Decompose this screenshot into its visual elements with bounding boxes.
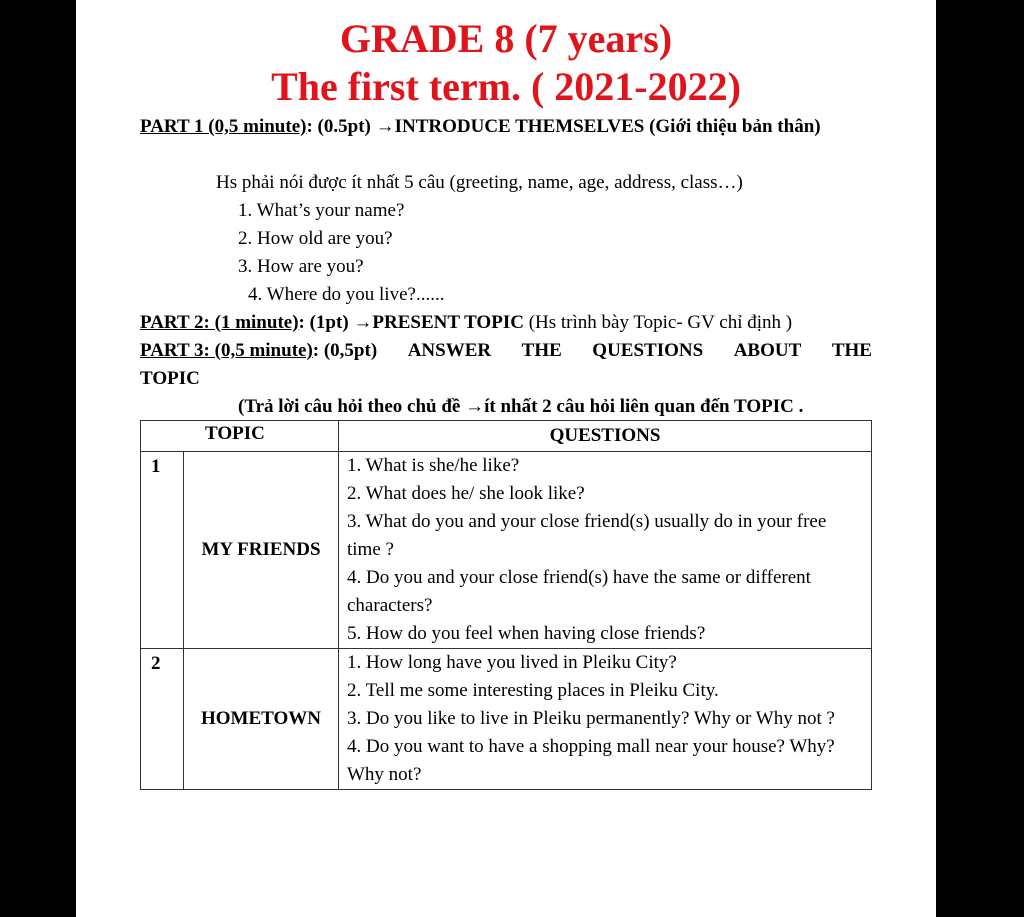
part3-note: (Trả lời câu hỏi theo chủ đề →ít nhất 2 câu hỏi liên quan đến TOPIC . [238, 396, 804, 417]
term-title: The first term. ( 2021-2022) [271, 64, 741, 109]
part3-heading-continued: TOPIC [140, 368, 200, 389]
question-item: 5. How do you feel when having close friends? [347, 623, 706, 644]
question-item: 1. What is she/he like? [347, 455, 520, 476]
question-item: 2. Tell me some interesting places in Pleiku City. [347, 680, 719, 701]
question-item: 3. What do you and your close friend(s) usually do in your free time ? [347, 511, 827, 560]
instruction-text: Hs phải nói được ít nhất 5 câu (greeting, name, age, address, class…) [216, 172, 743, 193]
question-item: 4. Do you and your close friend(s) have the same or different characters? [347, 567, 811, 616]
question-item: 4. Do you want to have a shopping mall near your house? Why? Why not? [347, 736, 835, 785]
part2-label: PART 2: (1 minute) [140, 312, 299, 333]
part3-label: PART 3: (0,5 minute) [140, 340, 313, 361]
row-questions [339, 452, 872, 649]
part3-word: THE [521, 340, 562, 361]
part2-heading [140, 310, 792, 336]
part3-heading [140, 338, 872, 364]
row-topic: MY FRIENDS [184, 452, 339, 649]
part3-word: THE [831, 340, 872, 361]
row-number: 1 [141, 452, 184, 649]
intro-question: 2. How old are you? [238, 228, 393, 249]
part2-note: (Hs trình bày Topic- GV chỉ định ) [528, 312, 793, 333]
part3-word: ABOUT [733, 340, 802, 361]
header-questions: QUESTIONS [339, 421, 872, 452]
table-row [141, 649, 872, 790]
question-item: 3. Do you like to live in Pleiku permanently? Why or Why not ? [347, 708, 835, 729]
table-row [141, 452, 872, 649]
part3-word: ANSWER [407, 340, 492, 361]
header-topic: TOPIC [141, 421, 339, 452]
question-item: 1. How long have you lived in Pleiku City? [347, 652, 677, 673]
table-header [141, 421, 872, 452]
questions-table [140, 420, 872, 790]
intro-question: 4. Where do you live?...... [248, 284, 445, 305]
document-page [76, 0, 936, 917]
part1-heading [140, 114, 821, 140]
grade-title: GRADE 8 (7 years) [339, 16, 673, 61]
row-number: 2 [141, 649, 184, 790]
intro-question: 1. What’s your name? [238, 200, 405, 221]
row-topic: HOMETOWN [184, 649, 339, 790]
row-questions [339, 649, 872, 790]
part2-description: : (1pt) →PRESENT TOPIC [298, 312, 529, 333]
question-item: 2. What does he/ she look like? [347, 483, 585, 504]
part3-word: QUESTIONS [592, 340, 704, 361]
part1-label: PART 1 (0,5 minute) [140, 116, 307, 137]
part1-description: : (0.5pt) →INTRODUCE THEMSELVES (Giới thiệu bản thân) [306, 116, 821, 137]
intro-question: 3. How are you? [238, 256, 364, 277]
part3-points: : (0,5pt) [312, 340, 378, 361]
